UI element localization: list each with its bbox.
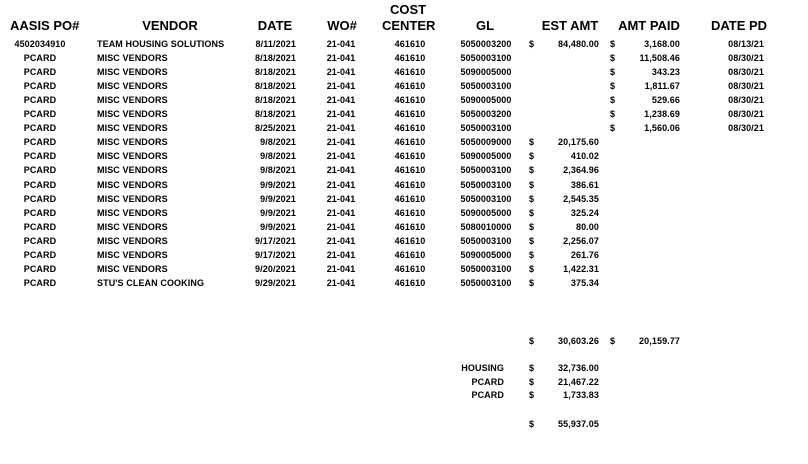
cell-po: PCARD	[23, 67, 57, 78]
est-currency-symbol: $	[529, 165, 535, 176]
cell-cost-center: 461610	[394, 277, 426, 288]
cell-date-pd: 08/30/21	[728, 67, 764, 78]
cell-cost-center: 461610	[394, 263, 426, 274]
cell-est-amt: 375.34	[570, 277, 599, 288]
cell-po: PCARD	[23, 179, 57, 190]
cell-date: 8/18/2021	[255, 95, 296, 106]
cell-date: 8/25/2021	[255, 123, 296, 134]
cell-est-amt: 2,364.96	[563, 165, 599, 176]
cell-cost-center: 461610	[394, 123, 426, 134]
cell-date: 8/18/2021	[255, 67, 296, 78]
cell-po: PCARD	[23, 151, 57, 162]
cell-est-amt: 386.61	[570, 179, 599, 190]
summary-currency-symbol: $	[529, 390, 535, 400]
cell-po: PCARD	[23, 235, 57, 246]
cell-gl: 5050003200	[460, 109, 512, 120]
cell-est-amt: 2,256.07	[563, 235, 599, 246]
cell-vendor: MISC VENDORS	[97, 137, 168, 148]
est-currency-symbol: $	[529, 207, 535, 218]
summary-amount: 32,736.00	[558, 363, 599, 373]
paid-total-currency: $	[610, 336, 616, 346]
cell-vendor: MISC VENDORS	[97, 123, 168, 134]
header-date: DATE	[257, 18, 293, 33]
cell-gl: 5050003100	[460, 277, 512, 288]
header-gl: GL	[475, 18, 495, 33]
cell-gl: 5050003100	[460, 235, 512, 246]
cell-vendor: STU'S CLEAN COOKING	[97, 277, 205, 288]
cell-wo: 21-041	[326, 179, 356, 190]
cell-gl: 5050003100	[460, 123, 512, 134]
cell-gl: 5090005000	[460, 95, 512, 106]
cell-po: PCARD	[23, 277, 57, 288]
cell-date: 9/8/2021	[260, 165, 296, 176]
cell-date: 9/9/2021	[260, 221, 296, 232]
cell-amt-paid: 11,508.46	[639, 53, 680, 64]
cell-wo: 21-041	[326, 151, 356, 162]
summary-amount: 21,467.22	[558, 376, 599, 387]
cell-wo: 21-041	[326, 67, 356, 78]
cell-date: 8/18/2021	[255, 81, 296, 92]
cell-po: PCARD	[23, 53, 57, 64]
cell-wo: 21-041	[326, 263, 356, 274]
summary-currency-symbol: $	[529, 363, 535, 373]
cell-vendor: MISC VENDORS	[97, 53, 168, 64]
summary-label: PCARD	[471, 376, 504, 387]
header-wo: WO#	[327, 18, 357, 33]
est-currency-symbol: $	[529, 151, 535, 162]
cell-cost-center: 461610	[394, 207, 426, 218]
cell-vendor: MISC VENDORS	[97, 67, 168, 78]
cell-wo: 21-041	[326, 235, 356, 246]
cell-cost-center: 461610	[394, 165, 426, 176]
cell-po: PCARD	[23, 207, 57, 218]
cell-vendor: MISC VENDORS	[97, 179, 168, 190]
cell-cost-center: 461610	[394, 81, 426, 92]
cell-wo: 21-041	[326, 109, 356, 120]
summary-label: HOUSING	[461, 363, 504, 373]
cell-date: 9/9/2021	[260, 207, 296, 218]
paid-currency-symbol: $	[610, 39, 616, 49]
cell-cost-center: 461610	[394, 151, 426, 162]
est-currency-symbol: $	[529, 137, 535, 148]
cell-vendor: MISC VENDORS	[97, 235, 168, 246]
cell-wo: 21-041	[326, 221, 356, 232]
cell-gl: 5050003100	[460, 81, 512, 92]
header-cost-center: CENTER	[382, 18, 436, 33]
est-amt-total: 30,603.26	[558, 336, 599, 346]
summary-currency-symbol: $	[529, 376, 535, 387]
cell-gl: 5090005000	[460, 67, 512, 78]
header-cost: COST	[389, 2, 427, 17]
cell-cost-center: 461610	[394, 193, 426, 204]
cell-date: 9/17/2021	[255, 249, 296, 260]
cell-amt-paid: 529.66	[651, 95, 680, 106]
cell-date: 9/29/2021	[255, 277, 296, 288]
header-vendor: VENDOR	[142, 18, 198, 33]
cell-wo: 21-041	[326, 39, 356, 49]
cell-gl: 5090005000	[460, 207, 512, 218]
header-est-amt: EST AMT	[541, 18, 599, 33]
cell-date-pd: 08/30/21	[728, 81, 764, 92]
cell-date: 9/8/2021	[260, 151, 296, 162]
header-po: AASIS PO#	[10, 18, 80, 33]
grand-total-currency: $	[529, 419, 535, 429]
cell-cost-center: 461610	[394, 137, 426, 148]
cell-date-pd: 08/30/21	[728, 53, 764, 64]
cell-gl: 5050003100	[460, 165, 512, 176]
header-date-pd: DATE PD	[710, 18, 768, 33]
cell-vendor: MISC VENDORS	[97, 109, 168, 120]
cell-wo: 21-041	[326, 249, 356, 260]
cell-est-amt: 325.24	[570, 207, 599, 218]
cell-cost-center: 461610	[394, 67, 426, 78]
cell-est-amt: 84,480.00	[558, 39, 599, 49]
cell-date: 8/11/2021	[255, 39, 296, 49]
cell-date: 9/17/2021	[255, 235, 296, 246]
cell-vendor: MISC VENDORS	[97, 151, 168, 162]
cell-po: PCARD	[23, 81, 57, 92]
cell-cost-center: 461610	[394, 221, 426, 232]
cell-date: 9/8/2021	[260, 137, 296, 148]
cell-gl: 5050003200	[460, 39, 512, 49]
est-currency-symbol: $	[529, 193, 535, 204]
cell-amt-paid: 3,168.00	[644, 39, 680, 49]
est-currency-symbol: $	[529, 249, 535, 260]
cell-gl: 5050003100	[460, 263, 512, 274]
cell-vendor: MISC VENDORS	[97, 207, 168, 218]
cell-wo: 21-041	[326, 123, 356, 134]
cell-wo: 21-041	[326, 81, 356, 92]
est-currency-symbol: $	[529, 221, 535, 232]
cell-po: PCARD	[23, 221, 57, 232]
cell-est-amt: 20,175.60	[558, 137, 599, 148]
cell-date-pd: 08/30/21	[728, 123, 764, 134]
cell-amt-paid: 1,560.06	[644, 123, 680, 134]
amt-paid-total: 20,159.77	[639, 336, 680, 346]
cell-est-amt: 2,545.35	[563, 193, 599, 204]
cell-vendor: MISC VENDORS	[97, 263, 168, 274]
cell-date: 8/18/2021	[255, 53, 296, 64]
cell-est-amt: 80.00	[575, 221, 599, 232]
est-currency-symbol: $	[529, 263, 535, 274]
cell-est-amt: 261.76	[570, 249, 599, 260]
cell-gl: 5080010000	[460, 221, 512, 232]
cell-date: 9/9/2021	[260, 179, 296, 190]
cell-wo: 21-041	[326, 95, 356, 106]
cell-vendor: MISC VENDORS	[97, 95, 168, 106]
cell-amt-paid: 343.23	[651, 67, 680, 78]
cell-cost-center: 461610	[394, 249, 426, 260]
cell-po: PCARD	[23, 263, 57, 274]
cell-est-amt: 1,422.31	[563, 263, 599, 274]
cell-gl: 5050003100	[460, 179, 512, 190]
est-currency-symbol: $	[529, 277, 535, 288]
paid-currency-symbol: $	[610, 53, 616, 64]
cell-date: 9/20/2021	[255, 263, 296, 274]
cell-wo: 21-041	[326, 165, 356, 176]
cell-cost-center: 461610	[394, 109, 426, 120]
grand-total: 55,937.05	[558, 419, 599, 429]
paid-currency-symbol: $	[610, 109, 616, 120]
paid-currency-symbol: $	[610, 67, 616, 78]
header-amt-paid: AMT PAID	[618, 18, 680, 33]
cell-cost-center: 461610	[394, 39, 426, 49]
cell-amt-paid: 1,811.67	[644, 81, 680, 92]
paid-currency-symbol: $	[610, 95, 616, 106]
cell-wo: 21-041	[326, 137, 356, 148]
cell-po: PCARD	[23, 123, 57, 134]
cell-gl: 5050009000	[460, 137, 512, 148]
cell-date-pd: 08/30/21	[728, 109, 764, 120]
paid-currency-symbol: $	[610, 81, 616, 92]
cell-po: PCARD	[23, 137, 57, 148]
cell-vendor: MISC VENDORS	[97, 221, 168, 232]
cell-po: 4502034910	[14, 39, 66, 49]
cell-cost-center: 461610	[394, 95, 426, 106]
cell-date: 8/18/2021	[255, 109, 296, 120]
cell-gl: 5090005000	[460, 249, 512, 260]
cell-vendor: MISC VENDORS	[97, 249, 168, 260]
est-currency-symbol: $	[529, 235, 535, 246]
cell-gl: 5090005000	[460, 151, 512, 162]
cell-wo: 21-041	[326, 277, 356, 288]
est-currency-symbol: $	[529, 179, 535, 190]
cell-vendor: MISC VENDORS	[97, 81, 168, 92]
cell-gl: 5050003100	[460, 193, 512, 204]
cell-po: PCARD	[23, 249, 57, 260]
cell-vendor: TEAM HOUSING SOLUTIONS	[97, 39, 225, 49]
cell-amt-paid: 1,238.69	[644, 109, 680, 120]
cell-est-amt: 410.02	[570, 151, 599, 162]
summary-amount: 1,733.83	[563, 390, 599, 400]
cell-cost-center: 461610	[394, 53, 426, 64]
cell-cost-center: 461610	[394, 179, 426, 190]
cell-po: PCARD	[23, 193, 57, 204]
cell-po: PCARD	[23, 95, 57, 106]
cell-date-pd: 08/13/21	[728, 39, 764, 49]
cell-gl: 5050003100	[460, 53, 512, 64]
cell-date-pd: 08/30/21	[728, 95, 764, 106]
est-total-currency: $	[529, 336, 535, 346]
cell-wo: 21-041	[326, 207, 356, 218]
cell-po: PCARD	[23, 109, 57, 120]
cell-vendor: MISC VENDORS	[97, 165, 168, 176]
cell-vendor: MISC VENDORS	[97, 193, 168, 204]
cell-wo: 21-041	[326, 193, 356, 204]
cell-cost-center: 461610	[394, 235, 426, 246]
paid-currency-symbol: $	[610, 123, 616, 134]
cell-wo: 21-041	[326, 53, 356, 64]
cell-po: PCARD	[23, 165, 57, 176]
summary-label: PCARD	[471, 390, 504, 400]
est-currency-symbol: $	[529, 39, 535, 49]
cell-date: 9/9/2021	[260, 193, 296, 204]
